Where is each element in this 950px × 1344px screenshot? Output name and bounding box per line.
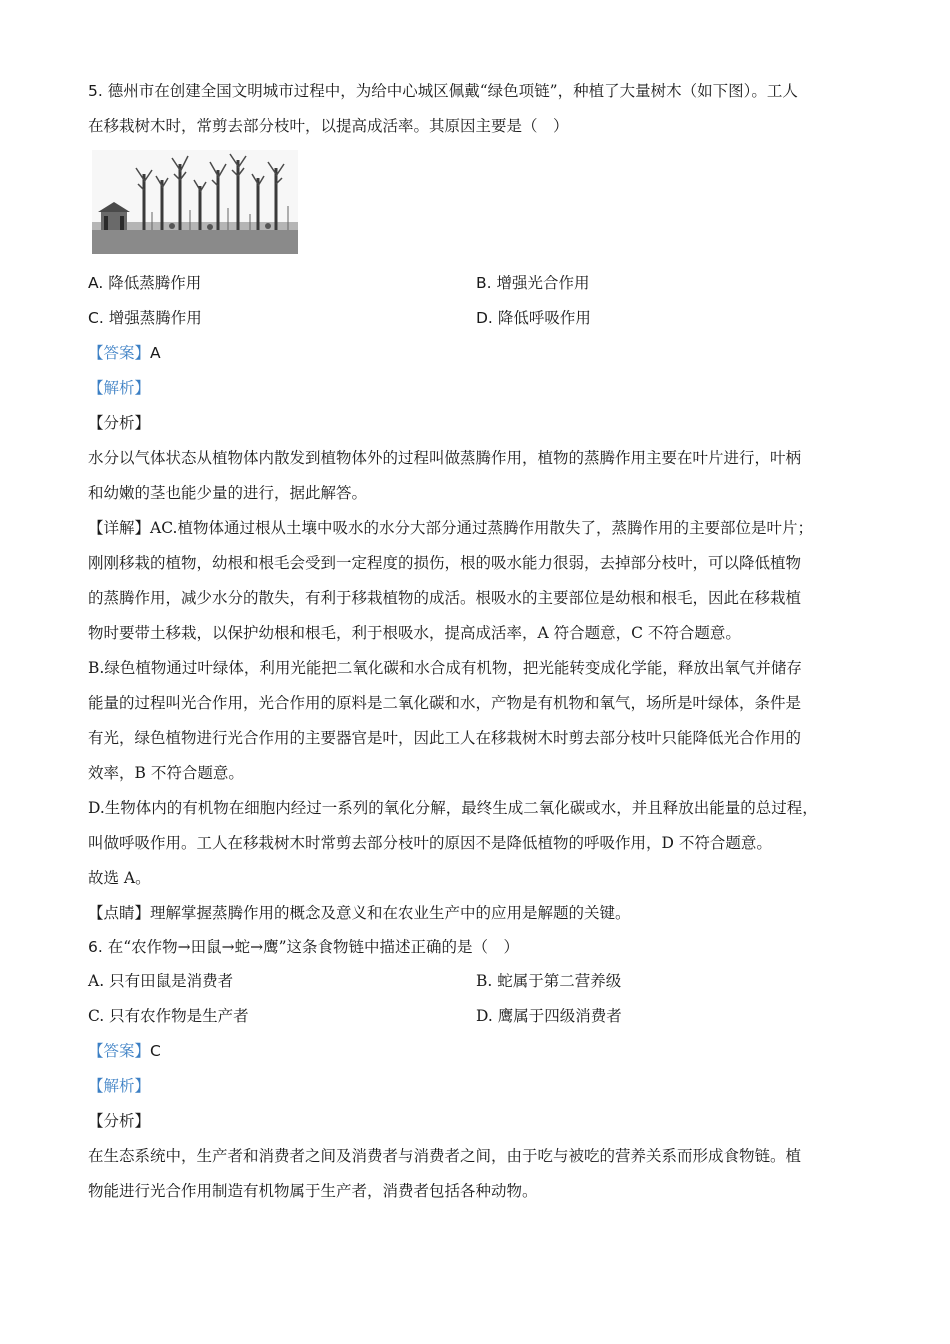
q5-detail-line-7: 有光，绿色植物进行光合作用的主要器官是叶，因此工人在移栽树木时剪去部分枝叶只能降低光合作用的 xyxy=(88,729,802,747)
q6-jiexi-label: 【解析】 xyxy=(88,1077,151,1095)
q6-option-b-text: 蛇属于第二营养级 xyxy=(497,972,622,990)
q5-answer-value: A xyxy=(150,344,161,362)
q5-dianjing xyxy=(88,896,878,930)
q5-options-row-2 xyxy=(88,301,878,336)
q5-stem-line-1 xyxy=(88,74,878,109)
q6-option-b-letter: B. xyxy=(476,972,493,990)
q6-option-c-letter: C. xyxy=(88,1007,105,1025)
tree-photo-drawing xyxy=(92,150,298,254)
q5-fenxi-line-2: 和幼嫩的茎也能少量的进行，据此解答。 xyxy=(88,484,368,502)
q5-detail-text-1: AC.植物体通过根从土壤中吸水的水分大部分通过蒸腾作用散失了，蒸腾作用的主要部位是叶片； xyxy=(150,519,813,537)
q6-answer xyxy=(88,1034,878,1069)
q5-option-b-text: 增强光合作用 xyxy=(496,274,590,292)
q5-option-d-text: 降低呼吸作用 xyxy=(497,309,591,327)
q6-option-d-text: 鹰属于四级消费者 xyxy=(497,1007,622,1025)
q5-stem-text-1: 德州市在创建全国文明城市过程中，为给中心城区佩戴“绿色项链”，种植了大量树木（如下图）。工人 xyxy=(107,82,798,100)
q5-option-b-letter: B. xyxy=(476,274,492,292)
q6-options-row-2 xyxy=(88,999,878,1034)
q5-option-a-letter: A. xyxy=(88,274,104,292)
q6-fenxi-line-1: 在生态系统中，生产者和消费者之间及消费者与消费者之间，由于吃与被吃的营养关系而形成食物链。植 xyxy=(88,1147,802,1165)
q5-option-d[interactable] xyxy=(476,301,591,336)
q5-number: 5. xyxy=(88,82,103,100)
tree-planting-photo xyxy=(92,150,298,254)
q5-detail-line-11: 故选 A。 xyxy=(88,869,151,887)
q5-detail-line-2: 刚刚移栽的植物，幼根和根毛会受到一定程度的损伤，根的吸水能力很弱，去掉部分枝叶，可以降低植物 xyxy=(88,554,802,572)
q5-answer xyxy=(88,336,878,371)
q6-answer-value: C xyxy=(150,1042,161,1060)
q5-option-c[interactable] xyxy=(88,301,202,336)
q6-option-a-letter: A. xyxy=(88,972,105,990)
q5-option-c-text: 增强蒸腾作用 xyxy=(108,309,202,327)
q5-jiexi-label: 【解析】 xyxy=(88,379,151,397)
q6-answer-label: 【答案】 xyxy=(88,1042,151,1060)
q5-detail-line-3: 的蒸腾作用，减少水分的散失，有利于移栽植物的成活。根吸水的主要部位是幼根和根毛，因此在移栽植 xyxy=(88,589,802,607)
q5-detail-line-10: 叫做呼吸作用。工人在移栽树木时常剪去部分枝叶的原因不是降低植物的呼吸作用，D 不符合题意。 xyxy=(88,834,772,852)
q6-option-d[interactable] xyxy=(476,999,622,1034)
q5-detail-label: 【详解】 xyxy=(88,519,151,537)
q5-detail-line-5: B.绿色植物通过叶绿体，利用光能把二氧化碳和水合成有机物，把光能转变成化学能，释放出氧气并储存 xyxy=(88,659,802,677)
q6-option-c[interactable] xyxy=(88,999,249,1034)
q5-option-b[interactable] xyxy=(476,266,590,301)
q5-detail-line-8: 效率，B 不符合题意。 xyxy=(88,764,244,782)
q5-option-a-text: 降低蒸腾作用 xyxy=(108,274,202,292)
q5-option-c-letter: C. xyxy=(88,309,104,327)
q6-option-a-text: 只有田鼠是消费者 xyxy=(109,972,234,990)
q5-dianjing-text: 理解掌握蒸腾作用的概念及意义和在农业生产中的应用是解题的关键。 xyxy=(150,904,631,922)
q6-stem-text: 在“农作物→田鼠→蛇→鹰”这条食物链中描述正确的是（ ） xyxy=(107,938,520,956)
q6-option-d-letter: D. xyxy=(476,1007,493,1025)
q5-option-a[interactable] xyxy=(88,266,201,301)
document-page xyxy=(88,74,878,1209)
q5-answer-label: 【答案】 xyxy=(88,344,151,362)
q5-option-d-letter: D. xyxy=(476,309,493,327)
q6-number: 6. xyxy=(88,938,103,956)
q6-option-a[interactable] xyxy=(88,964,233,999)
q5-fenxi-label: 【分析】 xyxy=(88,414,151,432)
q5-detail-line-9: D.生物体内的有机物在细胞内经过一系列的氧化分解，最终生成二氧化碳或水，并且释放出能量的总过程， xyxy=(88,799,818,817)
q6-fenxi-line-2: 物能进行光合作用制造有机物属于生产者，消费者包括各种动物。 xyxy=(88,1182,538,1200)
q5-options-row-1 xyxy=(88,266,878,301)
q5-dianjing-label: 【点睛】 xyxy=(88,904,151,922)
q6-options-row-1 xyxy=(88,964,878,999)
q6-option-b[interactable] xyxy=(476,964,621,999)
q5-fenxi-line-1: 水分以气体状态从植物体内散发到植物体外的过程叫做蒸腾作用，植物的蒸腾作用主要在叶片进行，叶柄 xyxy=(88,449,802,467)
q6-option-c-text: 只有农作物是生产者 xyxy=(109,1007,249,1025)
q6-stem xyxy=(88,930,878,964)
q5-detail-line-6: 能量的过程叫光合作用，光合作用的原料是二氧化碳和水，产物是有机物和氧气，场所是叶绿体，条件是 xyxy=(88,694,802,712)
q5-detail-line-1 xyxy=(88,511,878,546)
q6-fenxi-label: 【分析】 xyxy=(88,1112,151,1130)
q5-detail-line-4: 物时要带土移栽，以保护幼根和根毛，利于根吸水，提高成活率，A 符合题意，C 不符合题意。 xyxy=(88,624,741,642)
q5-stem-line-2: 在移栽树木时，常剪去部分枝叶，以提高成活率。其原因主要是（ ） xyxy=(88,117,569,135)
